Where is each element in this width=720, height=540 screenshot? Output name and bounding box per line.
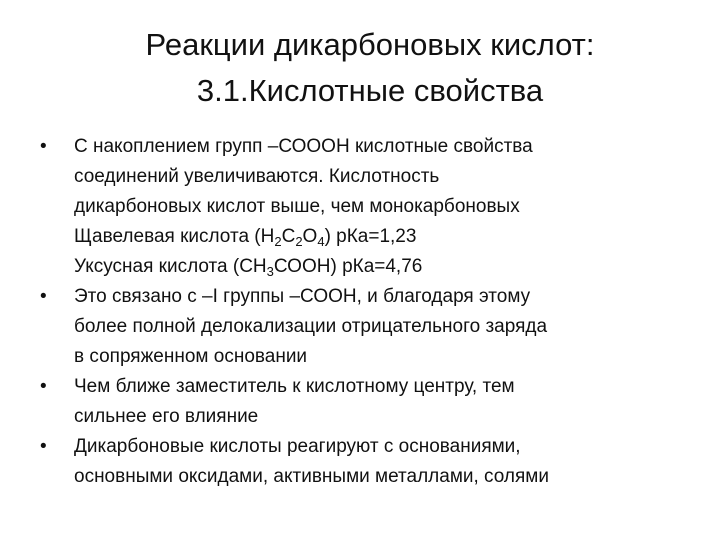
bullet-item-inductive-effect (38, 282, 698, 372)
bullet-item-substituent (38, 372, 698, 432)
bullet-marker: • (40, 286, 47, 307)
bullet-line: соединений увеличиваются. Кислотность (74, 166, 440, 187)
title-line-1: Реакции дикарбоновых кислот: (145, 27, 595, 62)
bullet-line: С накоплением групп –СОООН кислотные свойства (74, 136, 533, 157)
bullet-item-reactions (38, 432, 698, 492)
bullet-line: сильнее его влияние (74, 406, 259, 427)
bullet-line: Дикарбоновые кислоты реагируют с основаниями, (74, 436, 521, 457)
title-line-2: 3.1.Кислотные свойства (196, 73, 544, 108)
bullet-list (38, 132, 698, 492)
acetic-acid-formula: Уксусная кислота $(СН_3СООН)$ рКа=4,76 (74, 256, 423, 279)
slide-title (60, 22, 680, 114)
bullet-marker: • (40, 136, 47, 157)
bullet-line: более полной делокализации отрицательного заряда (74, 316, 548, 337)
bullet-line: Чем ближе заместитель к кислотному центру, тем (74, 376, 515, 397)
oxalic-acid-formula: Щавелевая кислота $(Н_2С_2О_4)$ рКа=1,23 (74, 226, 417, 249)
bullet-item-acidity (38, 132, 698, 282)
bullet-line: Это связано с –I группы –СООН, и благодаря этому (74, 286, 531, 307)
bullet-marker: • (40, 376, 47, 397)
bullet-line: основными оксидами, активными металлами, солями (74, 466, 549, 487)
bullet-line: в сопряженном основании (74, 346, 308, 367)
bullet-line: дикарбоновых кислот выше, чем монокарбоновых (74, 196, 520, 217)
bullet-marker: • (40, 436, 47, 457)
